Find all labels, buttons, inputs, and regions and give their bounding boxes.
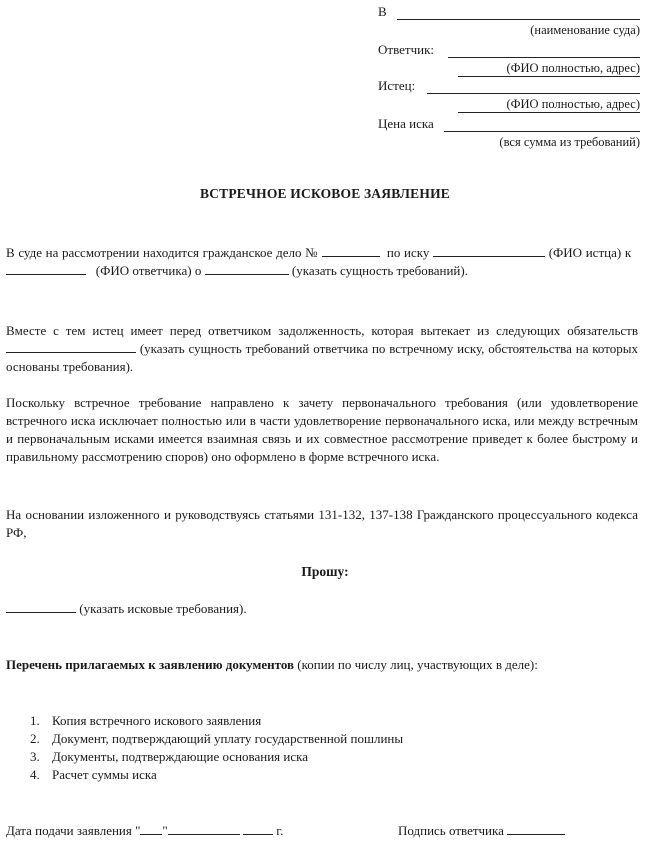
price-caption: (вся сумма из требований)	[499, 135, 640, 149]
claim-blank	[433, 244, 545, 257]
request-line	[6, 600, 638, 618]
paragraph-reason: Поскольку встречное требование направлено к зачету первоначального требования (или удовлетворение встречного иска исключает полностью или в части удовлетворение первоначального иска, или между встречным и первоначальным исками имеется взаимная связь и их совместное рассмотрение приведет к более быстрому и правильному рассмотрению споров) оно оформлено в форме встречного иска.	[6, 395, 638, 464]
year-blank	[243, 822, 273, 835]
p1-text-d: (ФИО ответчика) о	[95, 263, 202, 278]
defendant-caption: (ФИО полностью, адрес)	[458, 60, 640, 77]
request-blank	[6, 600, 76, 613]
request-text: (указать исковые требования).	[79, 601, 247, 616]
list-item: 1. Копия встречного искового заявления	[30, 713, 262, 728]
p2-text-b: (указать сущность требований ответчика по встречному иску, обстоятельства на которых основаны требования).	[6, 341, 638, 374]
signature-field	[398, 822, 565, 840]
defendant-block	[378, 42, 640, 77]
attachments-heading-rest: (копии по числу лиц, участвующих в деле):	[297, 657, 538, 672]
document-title: ВСТРЕЧНОЕ ИСКОВОЕ ЗАЯВЛЕНИЕ	[200, 186, 450, 201]
date-field: Дата подачи заявления " " г.	[6, 823, 284, 838]
p1-text-a: В суде на рассмотрении находится гражданское дело №	[6, 245, 318, 260]
defendant-line	[448, 45, 640, 58]
paragraph-basis: На основании изложенного и руководствуясь статьями 131-132, 137-138 Гражданского процессуального кодекса РФ,	[6, 507, 638, 540]
day-blank	[140, 822, 162, 835]
list-item: 3. Документы, подтверждающие основания иска	[30, 749, 309, 764]
price-line	[444, 119, 640, 132]
defendant-label: Ответчик:	[378, 42, 435, 57]
signature-label: Подпись ответчика	[398, 823, 504, 838]
signature-blank	[507, 822, 565, 835]
year-suffix: г.	[276, 823, 284, 838]
p1-text-c: (ФИО истца) к	[548, 245, 632, 260]
attachments-list	[30, 712, 403, 784]
plaintiff-line	[427, 81, 640, 94]
p1-text-e: (указать сущность требований).	[291, 263, 468, 278]
list-item: 2. Документ, подтверждающий уплату государственной пошлины	[30, 731, 404, 746]
plaintiff-name-blank	[6, 262, 86, 275]
list-item: 4. Расчет суммы иска	[30, 767, 157, 782]
request-heading: Прошу:	[301, 564, 349, 579]
attachments-heading	[6, 656, 638, 674]
court-label: В	[378, 4, 387, 19]
p2-text-a: Вместе с тем истец имеет перед ответчиком задолженность, которая вытекает из следующих обязательств	[6, 323, 638, 338]
court-caption: (наименование суда)	[530, 23, 640, 37]
paragraph-debt	[6, 322, 638, 376]
month-blank	[168, 822, 240, 835]
plaintiff-caption: (ФИО полностью, адрес)	[458, 96, 640, 113]
price-label: Цена иска	[378, 116, 434, 131]
plaintiff-label: Истец:	[378, 78, 416, 93]
obligations-blank	[6, 340, 136, 353]
defendant-name-blank	[205, 262, 289, 275]
plaintiff-block	[378, 78, 640, 113]
p1-text-b: по иску	[386, 245, 430, 260]
attachments-heading-bold: Перечень прилагаемых к заявлению документов	[6, 657, 295, 672]
court-line	[397, 7, 640, 20]
court-block	[378, 4, 640, 38]
date-label: Дата подачи заявления	[6, 823, 132, 838]
paragraph-case	[6, 244, 638, 280]
price-block	[378, 116, 640, 150]
case-number-blank	[322, 244, 380, 257]
